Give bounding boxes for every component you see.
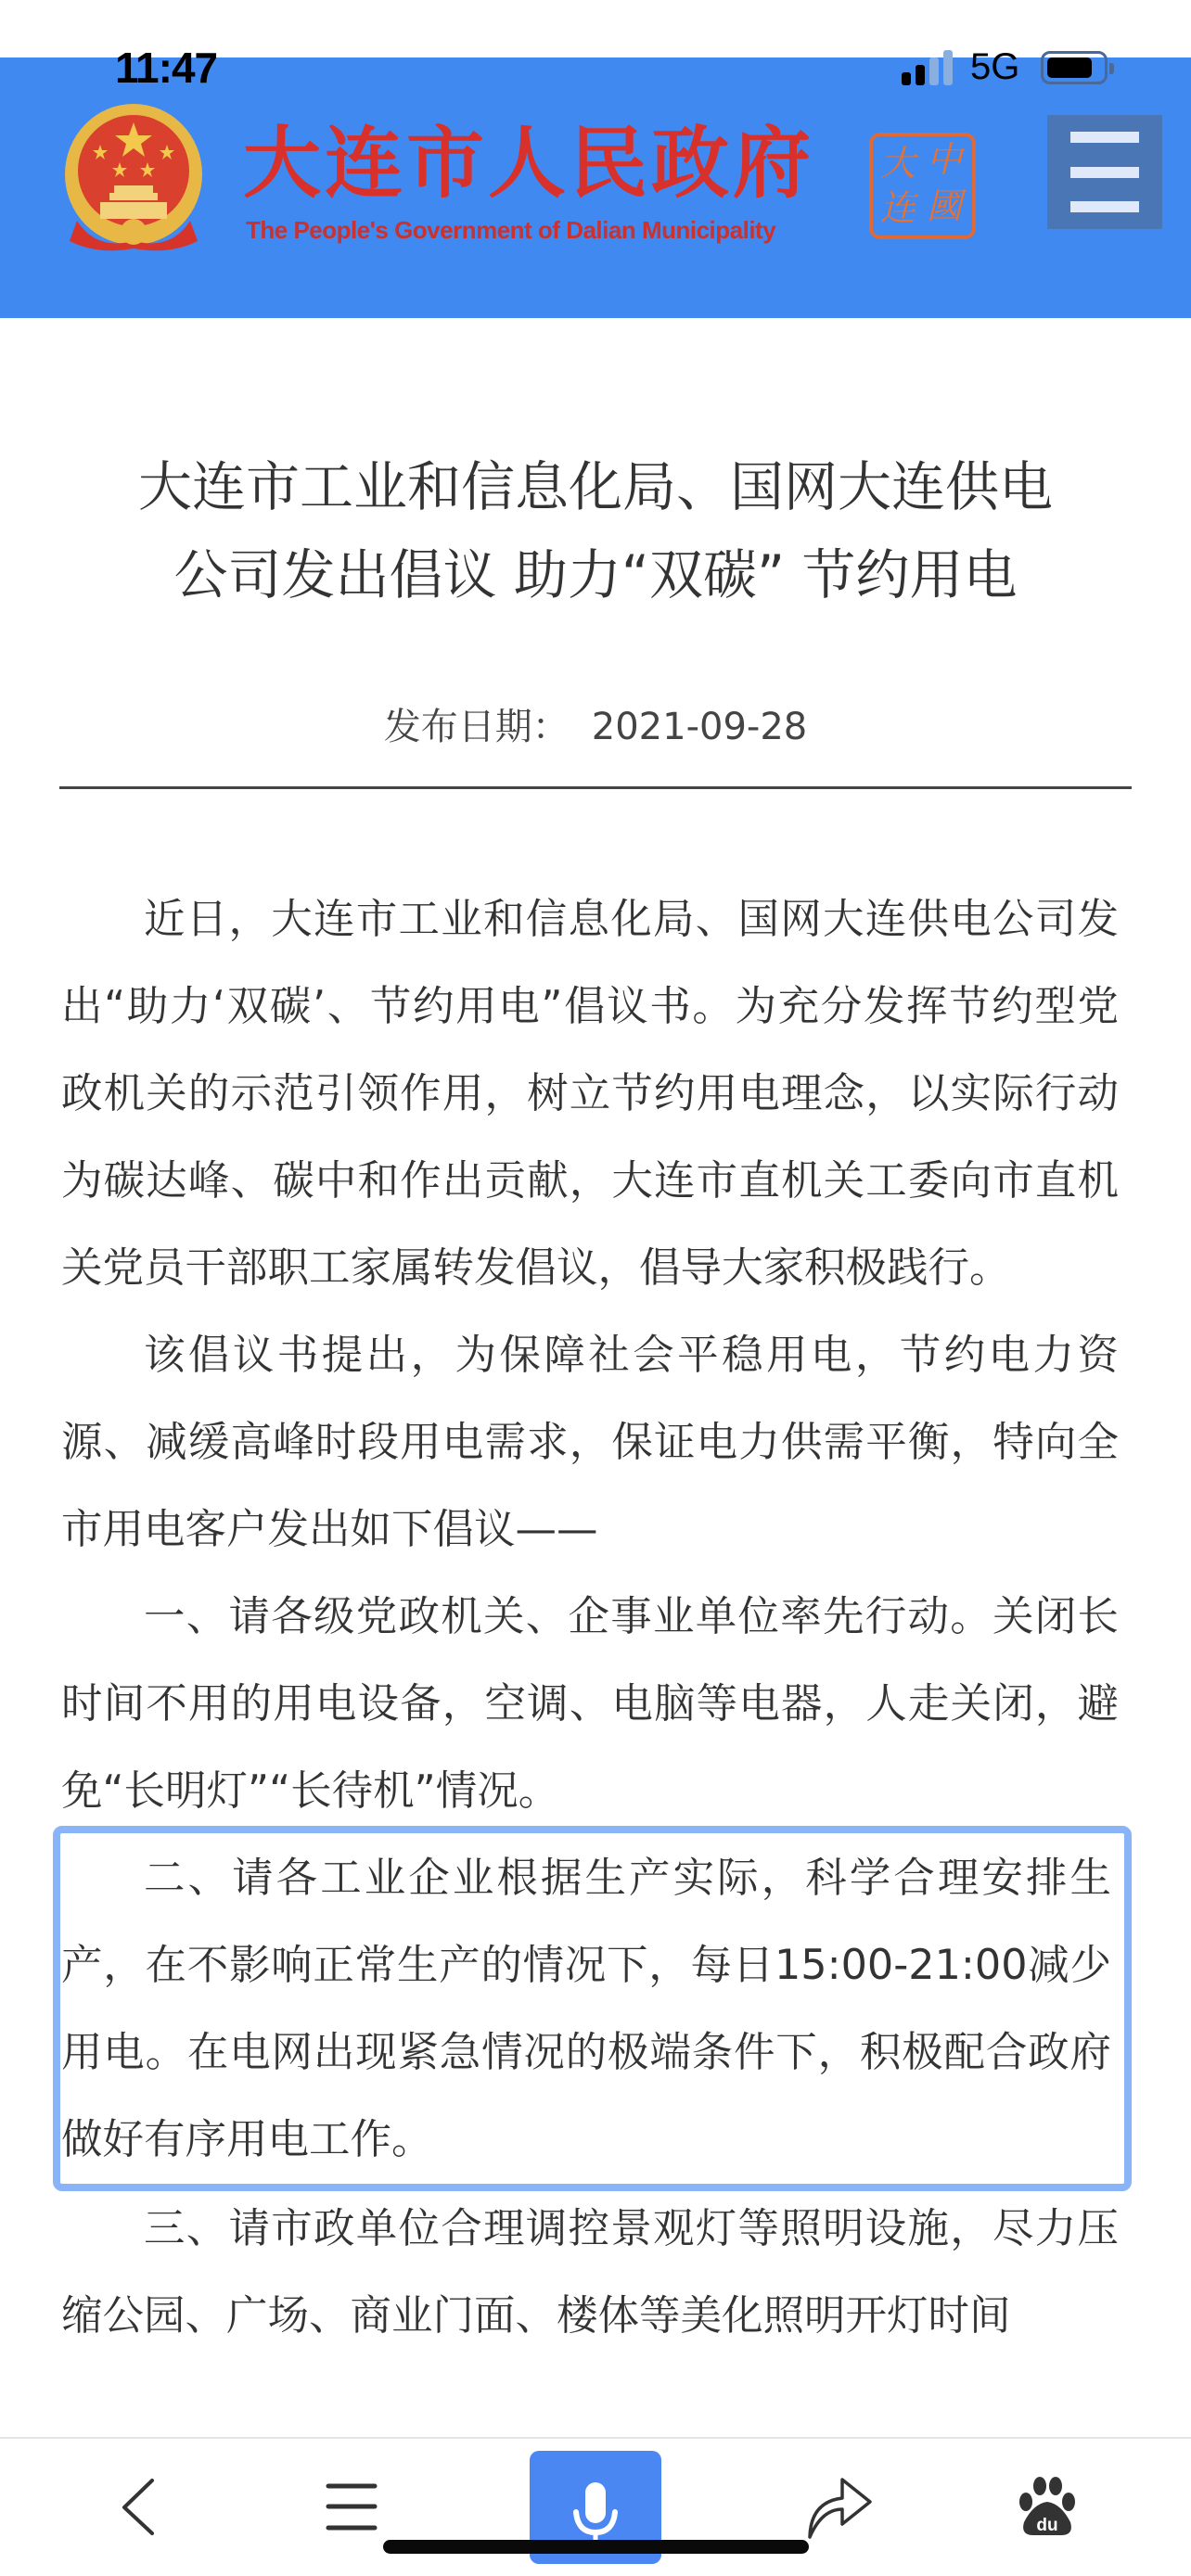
baidu-button[interactable] <box>1017 2474 1078 2539</box>
menu-line <box>1070 132 1139 143</box>
hamburger-menu-button[interactable] <box>1047 115 1162 229</box>
menu-line <box>1070 167 1139 178</box>
dalian-china-seal-icon <box>869 133 976 239</box>
site-name-english: The People's Government of Dalian Municipality <box>246 216 776 244</box>
share-button[interactable] <box>805 2474 876 2541</box>
article-title <box>56 443 1135 619</box>
publish-date-value: 2021-09-28 <box>591 706 808 748</box>
article-paragraph-highlighted: 二、请各工业企业根据生产实际，科学合理安排生产，在不影响正常生产的情况下，每日15:00-21:00减少用电。在电网出现紧急情况的极端条件下，积极配合政府做好有序用电工作。 <box>61 1855 1111 2163</box>
article-paragraph: 三、请市政单位合理调控景观灯等照明设施，尽力压缩公园、广场、商业门面、楼体等美化照明开灯时间 <box>61 2205 1119 2340</box>
share-arrow-icon <box>805 2474 876 2541</box>
seal-char: 中 <box>927 139 963 180</box>
home-indicator[interactable] <box>383 2540 809 2554</box>
signal-strength-icon <box>902 50 957 85</box>
chevron-left-icon <box>109 2470 165 2544</box>
publish-date <box>0 697 1191 750</box>
national-emblem-icon[interactable] <box>58 102 209 253</box>
menu-list-button[interactable] <box>321 2470 382 2544</box>
title-divider <box>59 786 1132 789</box>
article-title-line-2: 公司发出倡议 助力“双碳” 节约用电 <box>173 543 1018 606</box>
seal-char: 大 <box>880 143 916 184</box>
article-paragraph: 一、请各级党政机关、企事业单位率先行动。关闭长时间不用的用电设备，空调、电脑等电器，人走关闭，避免“长明灯”“长待机”情况。 <box>61 1593 1119 1815</box>
list-menu-icon <box>321 2470 382 2544</box>
seal-char: 连 <box>880 187 916 228</box>
menu-line <box>1070 201 1139 212</box>
svg-text:du: du <box>1036 2516 1058 2535</box>
article-paragraph: 近日，大连市工业和信息化局、国网大连供电公司发出“助力‘双碳’、节约用电”倡议书。为充分发挥节约型党政机关的示范引领作用，树立节约用电理念，以实际行动为碳达峰、碳中和作出贡献，大连市直机关工委向市直机关党员干部职工家属转发倡议，倡导大家积极践行。 <box>61 896 1119 1292</box>
site-name-chinese: 大连市人民政府 <box>243 118 815 209</box>
back-button[interactable] <box>109 2470 165 2544</box>
publish-date-label: 发布日期： <box>383 706 570 748</box>
battery-icon <box>1041 51 1108 84</box>
network-type: 5G <box>970 46 1020 87</box>
status-time: 11:47 <box>115 44 218 92</box>
article-title-line-1: 大连市工业和信息化局、国网大连供电 <box>137 455 1053 518</box>
article-paragraph: 该倡议书提出，为保障社会平稳用电，节约电力资源、减缓高峰时段用电需求，保证电力供需平衡，特向全市用电客户发出如下倡议—— <box>61 1332 1119 1553</box>
article-body <box>61 876 1119 2360</box>
baidu-paw-icon <box>1017 2474 1078 2539</box>
highlighted-selection-box[interactable] <box>53 1826 1132 2191</box>
seal-char: 國 <box>927 185 963 226</box>
